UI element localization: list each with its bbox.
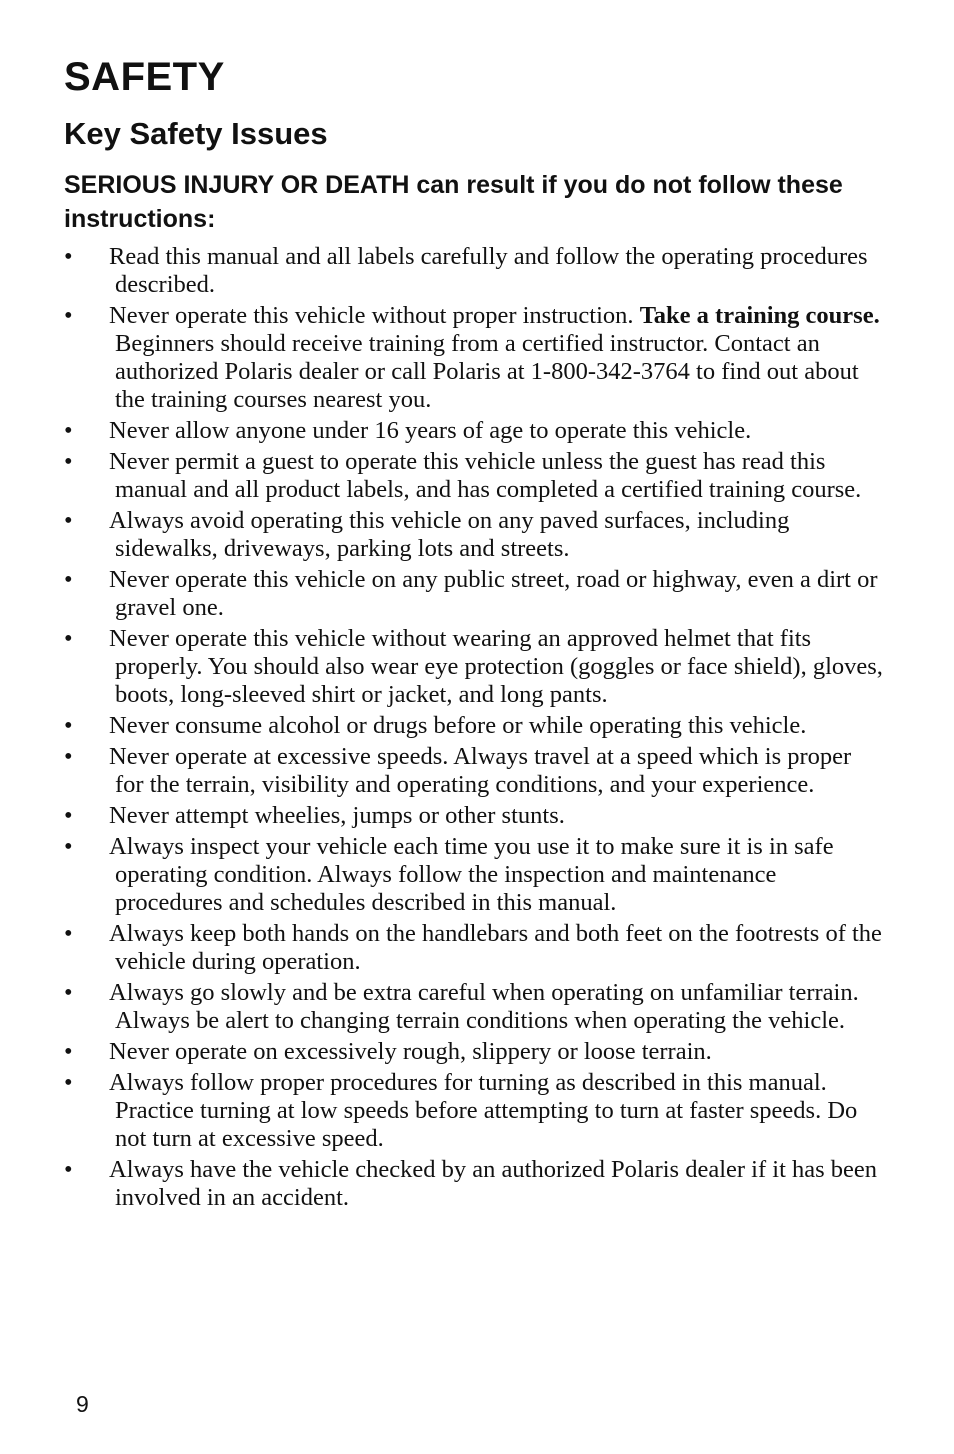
bullet-icon: • <box>64 302 73 329</box>
list-item <box>64 802 884 830</box>
list-item <box>64 743 884 799</box>
list-item <box>64 1038 884 1066</box>
training-course-emphasis: Take a training course. <box>639 302 880 329</box>
bullet-icon: • <box>64 920 73 947</box>
list-item <box>64 417 884 445</box>
bullet-icon: • <box>64 507 73 534</box>
list-item-text: Always go slowly and be extra careful when operating on unfamiliar terrain. Always be alert to changing terrain conditions when operating the vehicle. <box>109 979 859 1034</box>
list-item-text-tail: Beginners should receive training from a certified instructor. Contact an authorized Polaris dealer or call Polaris at 1-800-342-3764 to find out about the training courses nearest you. <box>115 330 859 413</box>
bullet-icon: • <box>64 417 73 444</box>
section-title: SAFETY <box>64 55 225 99</box>
bullet-icon: • <box>64 979 73 1006</box>
list-item <box>64 507 884 563</box>
bullet-icon: • <box>64 1069 73 1096</box>
list-item-text: Never operate this vehicle without wearing an approved helmet that fits properly. You should also wear eye protection (goggles or face shield), gloves, boots, long-sleeved shirt or jacket, and long pants. <box>109 625 883 708</box>
page-number: 9 <box>76 1391 89 1417</box>
bullet-icon: • <box>64 448 73 475</box>
list-item-text <box>109 302 884 414</box>
list-item <box>64 712 884 740</box>
bullet-icon: • <box>64 743 73 770</box>
bullet-icon: • <box>64 802 73 829</box>
list-item-text: Never operate at excessive speeds. Always travel at a speed which is proper for the terrain, visibility and operating conditions, and your experience. <box>109 743 852 798</box>
list-item-text: Never operate on excessively rough, slippery or loose terrain. <box>109 1038 712 1065</box>
bullet-icon: • <box>64 1038 73 1065</box>
list-item <box>64 302 884 414</box>
list-item <box>64 1156 884 1212</box>
warning-heading: SERIOUS INJURY OR DEATH can result if you do not follow these instructions: <box>64 171 843 233</box>
list-item-text: Always avoid operating this vehicle on any paved surfaces, including sidewalks, driveways, parking lots and streets. <box>109 507 790 562</box>
bullet-icon: • <box>64 1156 73 1183</box>
list-item-text: Never attempt wheelies, jumps or other stunts. <box>109 802 565 829</box>
bullet-icon: • <box>64 566 73 593</box>
list-item <box>64 566 884 622</box>
list-item-text: Never consume alcohol or drugs before or while operating this vehicle. <box>109 712 807 739</box>
bullet-icon: • <box>64 712 73 739</box>
bullet-icon: • <box>64 243 73 270</box>
list-item <box>64 979 884 1035</box>
list-item <box>64 448 884 504</box>
list-item <box>64 243 884 299</box>
list-item-text: Read this manual and all labels carefully and follow the operating procedures described. <box>109 243 868 298</box>
bullet-icon: • <box>64 833 73 860</box>
bullet-icon: • <box>64 625 73 652</box>
list-item-text: Never allow anyone under 16 years of age to operate this vehicle. <box>109 417 752 444</box>
list-item-text: Always have the vehicle checked by an authorized Polaris dealer if it has been involved in an accident. <box>109 1156 878 1211</box>
list-item-text: Always keep both hands on the handlebars and both feet on the footrests of the vehicle during operation. <box>109 920 882 975</box>
list-item <box>64 920 884 976</box>
subsection-title: Key Safety Issues <box>64 116 328 151</box>
list-item-text-lead: Never operate this vehicle without proper instruction. <box>109 302 640 329</box>
list-item <box>64 833 884 917</box>
list-item <box>64 625 884 709</box>
list-item-text: Never operate this vehicle on any public street, road or highway, even a dirt or gravel one. <box>109 566 878 621</box>
list-item-text: Always inspect your vehicle each time you use it to make sure it is in safe operating condition. Always follow the inspection and maintenance procedures and schedules described in this manual. <box>109 833 834 916</box>
safety-instructions-list <box>64 243 884 1215</box>
list-item <box>64 1069 884 1153</box>
list-item-text: Never permit a guest to operate this vehicle unless the guest has read this manual and all product labels, and has completed a certified training course. <box>109 448 862 503</box>
list-item-text: Always follow proper procedures for turning as described in this manual. Practice turning at low speeds before attempting to turn at faster speeds. Do not turn at excessive speed. <box>109 1069 858 1152</box>
